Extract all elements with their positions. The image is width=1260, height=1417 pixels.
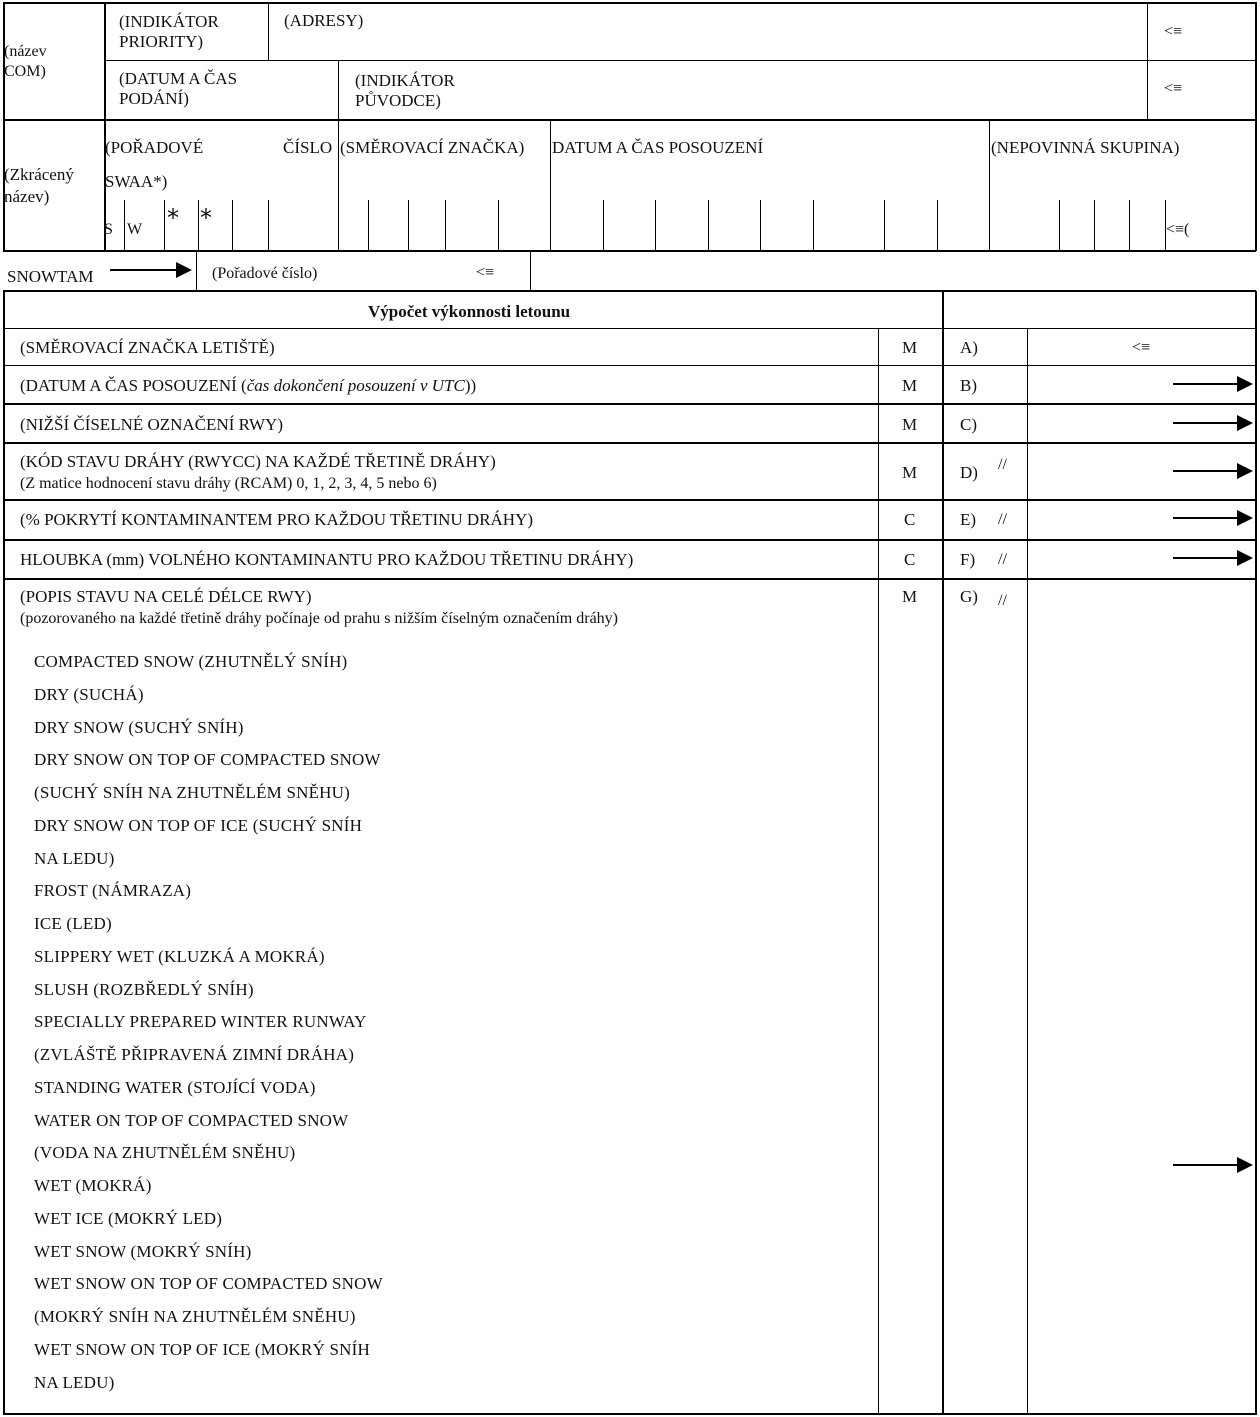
right-arrow-icon xyxy=(1173,510,1255,526)
addresses-label: (ADRESY) xyxy=(284,11,364,30)
end-of-line-mark: <≡ xyxy=(1164,80,1183,97)
asterisk-mark: * xyxy=(167,204,179,232)
list-item: ICE (LED) xyxy=(34,914,112,933)
list-item: DRY SNOW ON TOP OF COMPACTED SNOW xyxy=(34,750,381,770)
right-arrow-icon xyxy=(1173,550,1255,566)
list-item: WET ICE (MOKRÝ LED) xyxy=(34,1208,223,1228)
letter-s: S xyxy=(104,221,113,238)
com-name-line1: (název xyxy=(4,43,47,60)
separator-mark: // xyxy=(998,456,1007,473)
item-code: C) xyxy=(960,415,977,434)
row-label: (NIŽŠÍ ČÍSELNÉ OZNAČENÍ RWY) xyxy=(20,415,283,434)
list-item: STANDING WATER (STOJÍCÍ VODA) xyxy=(34,1077,316,1097)
end-of-line-mark: <≡ xyxy=(476,264,495,281)
list-item: WET SNOW ON TOP OF COMPACTED SNOW xyxy=(34,1274,383,1294)
status-mark: M xyxy=(902,376,918,395)
list-item: WATER ON TOP OF COMPACTED SNOW xyxy=(34,1110,349,1130)
short-name-line2: název) xyxy=(4,187,50,206)
row-label: (% POKRYTÍ KONTAMINANTEM PRO KAŽDOU TŘETINU DRÁHY) xyxy=(20,510,534,529)
right-arrow-icon xyxy=(1173,463,1255,479)
right-arrow-icon xyxy=(1173,376,1255,392)
list-item: (ZVLÁŠTĚ PŘIPRAVENÁ ZIMNÍ DRÁHA) xyxy=(34,1045,355,1064)
separator-mark: // xyxy=(998,551,1007,568)
list-item: COMPACTED SNOW (ZHUTNĚLÝ SNÍH) xyxy=(34,652,348,671)
separator-mark: // xyxy=(998,592,1007,609)
condition-list xyxy=(34,650,383,1403)
list-item: (SUCHÝ SNÍH NA ZHUTNĚLÉM SNĚHU) xyxy=(34,783,350,802)
list-item: NA LEDU) xyxy=(34,1372,115,1392)
right-arrow-icon xyxy=(1173,415,1255,431)
status-mark: M xyxy=(902,338,918,357)
location-indicator-label: (SMĚROVACÍ ZNAČKA) xyxy=(340,138,525,157)
list-item: SLIPPERY WET (KLUZKÁ A MOKRÁ) xyxy=(34,946,325,966)
list-item: DRY SNOW (SUCHÝ SNÍH) xyxy=(34,717,244,737)
optional-group-label: (NEPOVINNÁ SKUPINA) xyxy=(991,138,1180,157)
end-of-line-mark: <≡( xyxy=(1166,221,1190,238)
section-title: Výpočet výkonnosti letounu xyxy=(368,302,571,321)
list-item: DRY SNOW ON TOP OF ICE (SUCHÝ SNÍH xyxy=(34,815,363,835)
list-item: FROST (NÁMRAZA) xyxy=(34,881,192,901)
item-code: A) xyxy=(960,338,978,357)
status-mark: M xyxy=(902,415,918,434)
asterisk-mark: * xyxy=(200,204,212,232)
row-label: (SMĚROVACÍ ZNAČKA LETIŠTĚ) xyxy=(20,338,275,357)
right-arrow-icon xyxy=(1173,1157,1255,1173)
priority-indicator-line2: PRIORITY) xyxy=(119,32,204,51)
list-item: (MOKRÝ SNÍH NA ZHUTNĚLÉM SNĚHU) xyxy=(34,1307,356,1326)
row-sublabel: (pozorovaného na každé třetině dráhy počínaje od prahu s nižším číselným označením dráhy) xyxy=(20,610,618,627)
row-label: (POPIS STAVU NA CELÉ DÉLCE RWY) xyxy=(20,587,312,606)
short-name-line1: (Zkrácený xyxy=(4,165,74,184)
end-of-line-mark: <≡ xyxy=(1164,23,1183,40)
status-mark: M xyxy=(902,587,918,606)
serial-number-label-3: SWAA*) xyxy=(105,172,168,191)
separator-mark: // xyxy=(998,511,1007,528)
row-label: HLOUBKA (mm) VOLNÉHO KONTAMINANTU PRO KAŽDOU TŘETINU DRÁHY) xyxy=(20,550,634,569)
item-code: B) xyxy=(960,376,977,395)
list-item: DRY (SUCHÁ) xyxy=(34,684,144,704)
row-sublabel: (Z matice hodnocení stavu dráhy (RCAM) 0, 1, 2, 3, 4, 5 nebo 6) xyxy=(20,475,437,492)
filing-time-line2: PODÁNÍ) xyxy=(119,89,189,108)
serial-number-label-2: ČÍSLO xyxy=(283,138,333,157)
originator-line1: (INDIKÁTOR xyxy=(355,71,455,90)
row-label: (DATUM A ČAS POSOUZENÍ (čas dokončení posouzení v UTC)) xyxy=(20,376,477,395)
list-item: WET (MOKRÁ) xyxy=(34,1176,152,1195)
snowtam-label: SNOWTAM xyxy=(7,267,94,286)
letter-w: W xyxy=(127,221,143,238)
end-of-line-mark: <≡ xyxy=(1132,339,1151,356)
serial-number-label: (POŘADOVÉ xyxy=(105,138,204,157)
item-code: F) xyxy=(960,550,976,569)
status-mark: M xyxy=(902,463,918,482)
right-arrow-icon xyxy=(110,262,192,278)
originator-line2: PŮVODCE) xyxy=(355,91,441,110)
item-code: E) xyxy=(960,510,977,529)
item-code: G) xyxy=(960,587,978,606)
list-item: (VODA NA ZHUTNĚLÉM SNĚHU) xyxy=(34,1143,296,1163)
list-item: SPECIALLY PREPARED WINTER RUNWAY xyxy=(34,1012,367,1032)
filing-time-line1: (DATUM A ČAS xyxy=(119,69,238,88)
row-label: (KÓD STAVU DRÁHY (RWYCC) NA KAŽDÉ TŘETINĚ DRÁHY) xyxy=(20,452,496,471)
priority-indicator-line1: (INDIKÁTOR xyxy=(119,12,219,31)
item-code: D) xyxy=(960,463,978,482)
status-mark: C xyxy=(904,510,916,529)
list-item: SLUSH (ROZBŘEDLÝ SNÍH) xyxy=(34,979,254,999)
status-mark: C xyxy=(904,550,916,569)
com-name-line2: COM) xyxy=(4,63,46,80)
list-item: NA LEDU) xyxy=(34,848,115,868)
list-item: WET SNOW ON TOP OF ICE (MOKRÝ SNÍH xyxy=(34,1339,370,1359)
assessment-time-label: DATUM A ČAS POSOUZENÍ xyxy=(552,138,764,157)
snowtam-serial-label: (Pořadové číslo) xyxy=(212,265,318,282)
list-item: WET SNOW (MOKRÝ SNÍH) xyxy=(34,1241,252,1261)
